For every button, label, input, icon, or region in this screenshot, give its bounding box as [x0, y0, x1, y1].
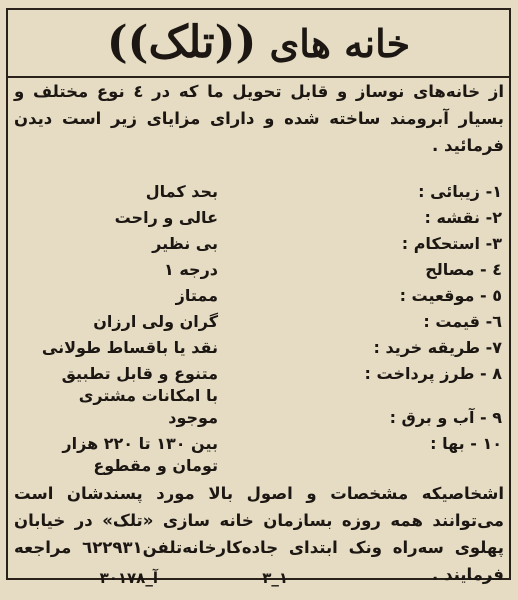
item-value: بین ١٣٠ تا ٢٢٠ هزار — [62, 434, 218, 453]
item-label: ٧- طریقه خرید : — [373, 338, 502, 357]
item-value: متنوع و قابل تطبیق — [61, 364, 218, 383]
item-label: ٥ - موقعیت : — [399, 286, 502, 305]
item-label: ١٠ - بها : — [430, 434, 502, 453]
item-value: با امکانات مشتری — [78, 386, 218, 405]
item-value: درجه ١ — [164, 260, 218, 279]
intro-paragraph: از خانه‌های نوساز و قابل تحویل ما که در ٤ نوع مختلف و بسیار آبرومند ساخته شده و دارای مزایای زیر است دیدن فرمائید . — [14, 82, 504, 155]
item-label: ٢- نقشه : — [424, 208, 502, 227]
item-label: ٦- قیمت : — [423, 312, 502, 331]
item-label: ٩ - آب و برق : — [389, 408, 502, 427]
item-label: ١- زیبائی : — [418, 182, 502, 201]
ad-title — [6, 12, 511, 74]
closing-paragraph: اشخاصیکه مشخصات و اصول بالا مورد پسندشان است می‌توانند همه روزه بسازمان خانه سازی «تلک» در خیابان پهلوی سه‌راه ونک ابتدای جاده‌کارخانه‌تلفن٦٢٢٩٣١ مراجعه فرمایند . — [14, 484, 504, 584]
item-value: بحد کمال — [145, 182, 218, 201]
footer-code-right: ١_٣ — [262, 569, 288, 587]
item-value: تومان و مقطوع — [93, 456, 218, 475]
item-value: بی نظیر — [152, 234, 218, 253]
item-value: ممتاز — [175, 286, 218, 305]
title-brand: ((تلک)) — [106, 17, 257, 68]
item-label: ٣- استحکام : — [401, 234, 502, 253]
footer-code-left: آ_٣٠١٧٨ — [99, 569, 158, 587]
item-value: نقد یا باقساط طولانی — [41, 338, 218, 357]
item-label: ٨ - طرز پرداخت : — [364, 364, 502, 383]
item-value: موجود — [168, 408, 218, 427]
item-label: ٤ - مصالح — [425, 260, 502, 279]
title-text: خانه های — [269, 21, 411, 66]
item-value: عالی و راحت — [114, 208, 218, 227]
item-value: گران ولی ارزان — [93, 312, 218, 331]
